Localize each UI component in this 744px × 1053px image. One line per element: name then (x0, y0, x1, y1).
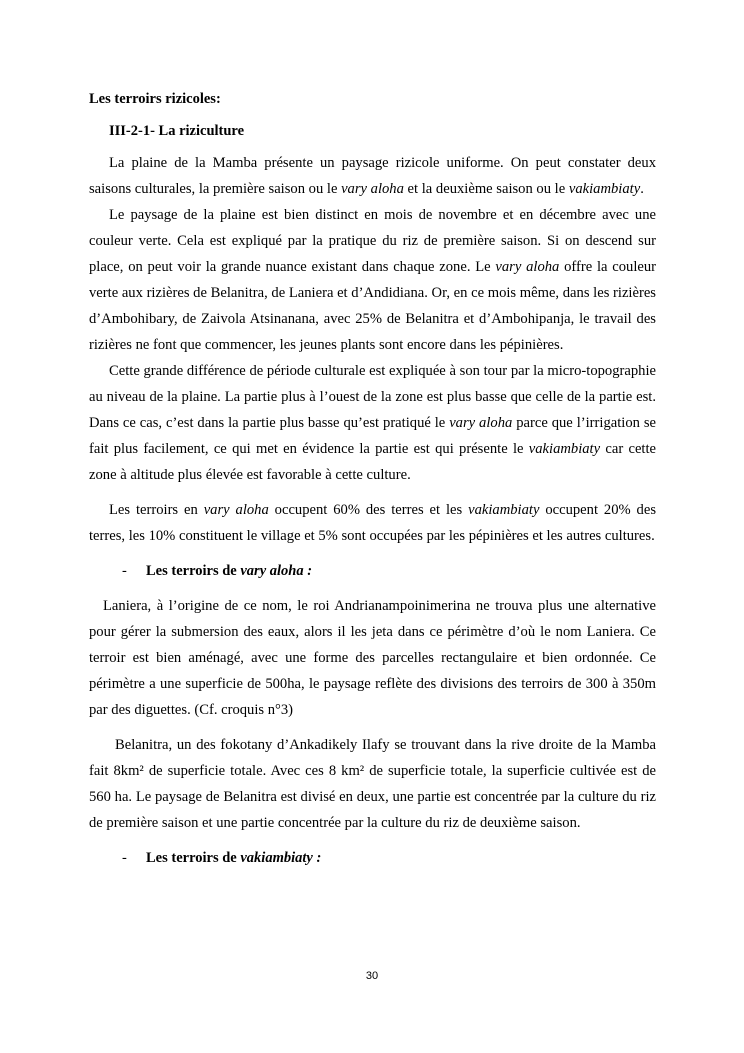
paragraph-3-text-a: Cette grande différence de période culturale est expliquée à son tour par la micro-topographie au niveau de la plaine. La partie plus à l’ouest de la zone est plus basse que celle de la partie est. Dans ce cas, c’est dans la partie plus basse qu’est pratiqué le (89, 363, 656, 431)
term-vary-aloha: vary aloha (449, 415, 513, 431)
page-number: 30 (365, 970, 379, 982)
bullet-vary-aloha (89, 558, 656, 584)
term-vakiambiaty: vakiambiaty (468, 502, 540, 518)
bullet-term: vary aloha : (240, 563, 313, 579)
term-vary-aloha: vary aloha (341, 181, 404, 197)
bullet-vakiambiaty (89, 845, 656, 871)
term-vary-aloha: vary aloha (203, 502, 269, 518)
paragraph-4-text-b: occupent 60% des terres et les (268, 502, 469, 518)
paragraph-4-text-a: Les terroirs en (109, 502, 204, 518)
paragraph-1 (89, 150, 656, 202)
term-vakiambiaty: vakiambiaty (568, 181, 641, 197)
paragraph-1-text-b: et la deuxième saison ou le (403, 181, 569, 197)
bullet-dash: - (122, 850, 127, 866)
paragraph-1-text-c: . (640, 181, 644, 197)
paragraph-4-text-c: occupent 20% des terres, les 10% constituent le village et 5% sont occupées par les pépinières et les autres cultures. (89, 502, 656, 544)
page-content (89, 86, 656, 871)
bullet-dash: - (122, 563, 127, 579)
bullet-term: vakiambiaty : (240, 850, 322, 866)
paragraph-4 (89, 497, 656, 549)
bullet-label: Les terroirs de (146, 563, 241, 579)
paragraph-2 (89, 202, 656, 358)
term-vakiambiaty: vakiambiaty (528, 441, 601, 457)
paragraph-2-text-b: offre la couleur verte aux rizières de Belanitra, de Laniera et d’Andidiana. Or, en ce mois même, dans les rizières d’Ambohibary, de Zaivola Atsinanana, avec 25% de Belanitra et d’Ambohipanja, le travail des rizières ne font que commencer, les jeunes plants sont encore dans les pépinières. (89, 259, 657, 353)
paragraph-3-text-c: car cette zone à altitude plus élevée est favorable à cette culture. (89, 441, 657, 483)
section-heading: Les terroirs rizicoles: (89, 91, 221, 107)
subsection-heading: III-2-1- La riziculture (109, 123, 245, 139)
paragraph-laniera: Laniera, à l’origine de ce nom, le roi Andrianampoinimerina ne trouva plus une alternative pour gérer la submersion des eaux, alors il les jeta dans ce périmètre d’où le nom Laniera. Ce terroir est bien aménagé, avec une forme des parcelles rectangulaire et bien ordonnée. Ce périmètre a une superficie de 500ha, le paysage reflète des divisions des terroirs de 300 à 350m par des diguettes. (Cf. croquis n°3) (89, 598, 656, 718)
bullet-label: Les terroirs de (146, 850, 241, 866)
paragraph-3 (89, 358, 656, 488)
paragraph-3-text-b: parce que l’irrigation se fait plus facilement, ce qui met en évidence la partie est qui présente le (89, 415, 656, 457)
term-vary-aloha: vary aloha (495, 259, 560, 275)
paragraph-1-text-a: La plaine de la Mamba présente un paysage rizicole uniforme. On peut constater deux saisons culturales, la première saison ou le (89, 155, 656, 197)
paragraph-belanitra: Belanitra, un des fokotany d’Ankadikely Ilafy se trouvant dans la rive droite de la Mamba fait 8km² de superficie totale. Avec ces 8 km² de superficie totale, la superficie cultivée est de 560 ha. Le paysage de Belanitra est divisé en deux, une partie est concentrée par la culture du riz de première saison et une partie concentrée par la culture du riz de deuxième saison. (89, 737, 656, 831)
paragraph-2-text-a: Le paysage de la plaine est bien distinct en mois de novembre et en décembre avec une couleur verte. Cela est expliqué par la pratique du riz de première saison. Si on descend sur place, on peut voir la grande nuance existant dans chaque zone. Le (89, 207, 656, 275)
